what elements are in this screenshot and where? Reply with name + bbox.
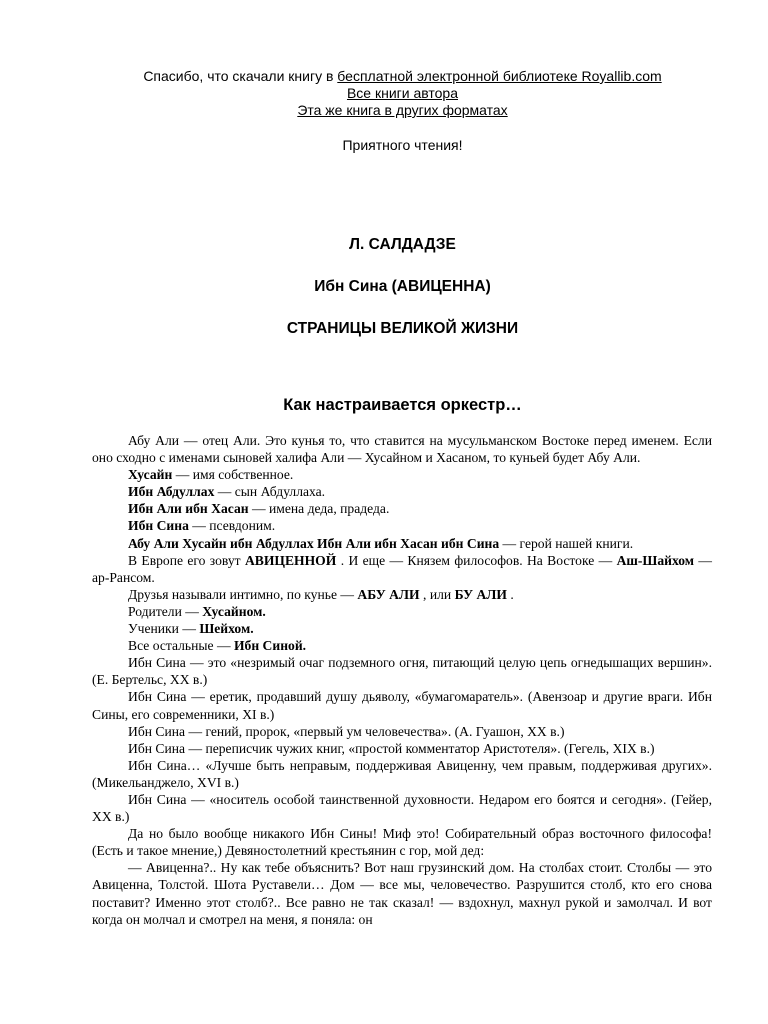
- paragraph: Ибн Сина — гений, пророк, «первый ум человечества». (А. Гуашон, XX в.): [128, 723, 565, 739]
- library-link[interactable]: бесплатной электронной библиотеке Royallib.com: [337, 68, 662, 84]
- paragraph: Ибн Сина — псевдоним.: [128, 518, 276, 534]
- paragraph: Ибн Абдуллах — сын Абдуллаха.: [128, 484, 326, 500]
- paragraph: Ибн Сина — переписчик чужих книг, «простой комментатор Аристотеля». (Гегель, XIX в.): [128, 740, 655, 756]
- body-text: [92, 432, 712, 928]
- paragraph: Абу Али — отец Али. Это кунья то, что ставится на мусульманском Востоке перед именем. Если оно сходно с именами сыновей халифа Али — Хусайном и Хасаном, то куньей будет Абу Али.: [92, 433, 712, 466]
- paragraph: Ученики — Шейхом.: [128, 621, 254, 637]
- thanks-text: Спасибо, что скачали книгу в: [143, 68, 338, 84]
- paragraph: Друзья называли интимно, по кунье — АБУ АЛИ , или БУ АЛИ .: [128, 586, 514, 602]
- other-formats-link[interactable]: Эта же книга в других форматах: [297, 102, 508, 118]
- thanks-line: [0, 68, 768, 85]
- author-books-link[interactable]: Все книги автора: [346, 85, 459, 101]
- paragraph: В Европе его зовут АВИЦЕННОЙ . И еще — Князем философов. На Востоке — Аш-Шайхом — ар-Рансом.: [92, 552, 712, 585]
- paragraph: Родители — Хусайном.: [128, 603, 266, 619]
- paragraph: Ибн Сина — это «незримый очаг подземного огня, питающий целую цепь огнедышащих вершин». (Е. Бертельс, XX в.): [92, 655, 712, 688]
- book-author: Л. САЛДАДЗЕ: [349, 236, 456, 253]
- paragraph: Ибн Сина — еретик, продавший душу дьяволу, «бумагомаратель». (Авензоар и другие враги. Ибн Сины, его современники, XI в.): [92, 689, 712, 722]
- paragraph: Все остальные — Ибн Синой.: [128, 638, 307, 654]
- greeting-text: Приятного чтения!: [342, 137, 463, 153]
- paragraph: Хусайн — имя собственное.: [128, 467, 294, 483]
- download-header: [0, 68, 768, 119]
- paragraph: Ибн Али ибн Хасан — имена деда, прадеда.: [128, 501, 390, 517]
- paragraph: Ибн Сина — «носитель особой таинственной духовности. Недаром его боятся и сегодня». (Гейер, XX в.): [92, 791, 712, 825]
- paragraph: Да но было вообще никакого Ибн Сины! Миф это! Собирательный образ восточного философа! (Есть и такое мнение,) Девяностолетний крестьянин с гор, мой дед:: [92, 826, 712, 859]
- paragraph: Абу Али Хусайн ибн Абдуллах Ибн Али ибн Хасан ибн Сина — герой нашей книги.: [128, 535, 634, 551]
- chapter-title: Как настраивается оркестр…: [283, 396, 522, 414]
- paragraph: Ибн Сина… «Лучше быть неправым, поддерживая Авиценну, чем правым, поддерживая других». (Микельанджело, XVI в.): [92, 757, 712, 790]
- paragraph: — Авиценна?.. Ну как тебе объяснить? Вот наш грузинский дом. На столбах стоит. Столбы — это Авиценна, Толстой. Шота Руставели… Дом — все мы, человечество. Разрушится столб, кто его снова поставит? Именно этот столб?.. Все равно не так сказал! — вздохнул, махнул рукой и замолчал. И вот когда он молчал и смотрел на меня, я поняла: он: [92, 860, 712, 927]
- book-subtitle: СТРАНИЦЫ ВЕЛИКОЙ ЖИЗНИ: [286, 320, 519, 337]
- book-title: Ибн Сина (АВИЦЕННА): [314, 278, 491, 295]
